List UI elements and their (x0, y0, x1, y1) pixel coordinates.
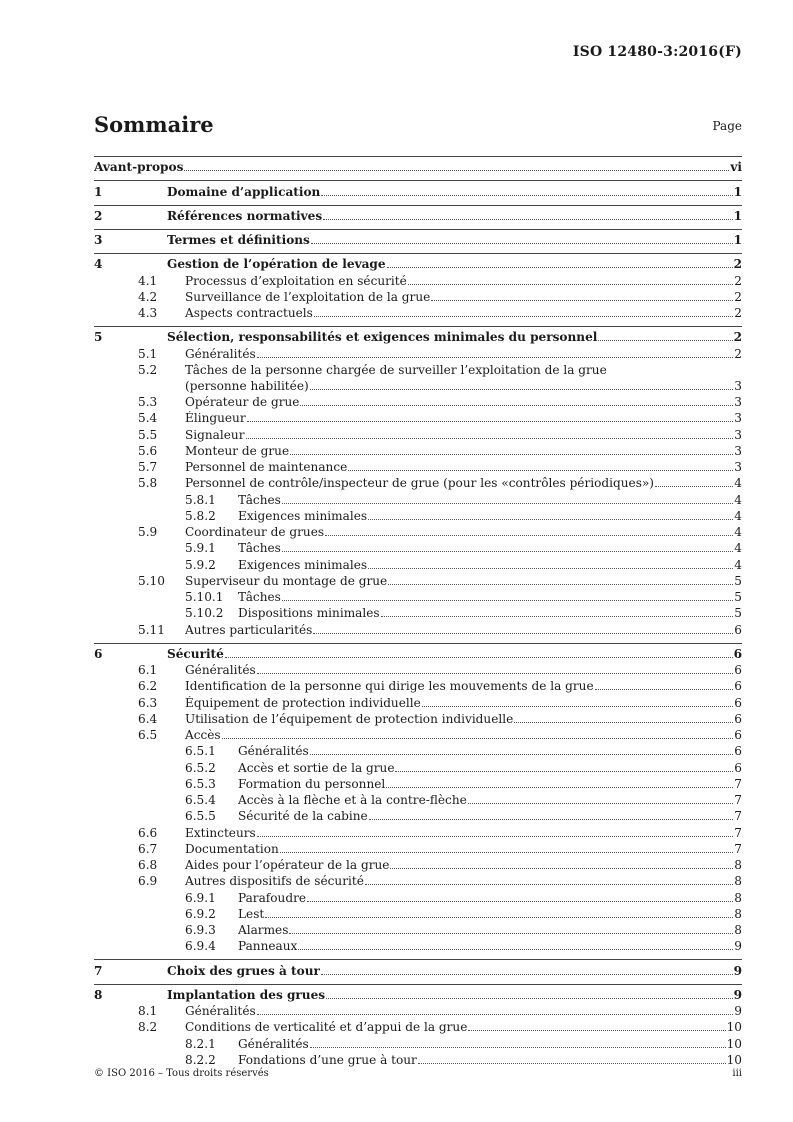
dot-leader (222, 738, 734, 739)
toc-entry-title[interactable]: Panneaux (238, 939, 298, 954)
toc-entry-title[interactable]: Exigences minimales (238, 508, 368, 523)
toc-entry-title[interactable]: Généralités (238, 1036, 309, 1051)
dot-leader (289, 933, 733, 934)
toc-entry[interactable] (94, 694, 742, 710)
toc-entry[interactable] (94, 540, 742, 556)
dot-leader (300, 405, 733, 406)
toc-entry-number: 6.7 (138, 841, 158, 856)
toc-entry-page: 6 (734, 744, 742, 759)
toc-entry-number: 5 (94, 330, 103, 345)
toc-entry[interactable] (94, 272, 742, 288)
toc-entry-page: 2 (733, 330, 742, 345)
toc-entry-title[interactable]: Superviseur du montage de grue (185, 573, 388, 588)
toc-entry[interactable] (94, 743, 742, 759)
toc-entry-number: 5.11 (138, 622, 165, 637)
toc-entry[interactable] (94, 475, 742, 491)
toc-entry[interactable] (94, 589, 742, 605)
dot-leader (307, 901, 733, 902)
dot-leader (321, 195, 732, 196)
toc-entry-title[interactable]: Extincteurs (185, 825, 256, 840)
toc-entry-page: 3 (734, 427, 742, 442)
dot-leader (280, 852, 733, 853)
toc-entry-page: 10 (726, 1052, 742, 1067)
toc-entry-title[interactable]: Aides pour l’opérateur de la grue (185, 858, 390, 872)
section-divider (94, 156, 742, 157)
toc-entry-page: 7 (734, 776, 742, 791)
section-divider (94, 959, 742, 960)
toc-entry[interactable] (94, 362, 742, 378)
toc-entry-number: 5.5 (138, 427, 158, 442)
toc-entry-page: 6 (734, 679, 742, 694)
toc-entry-title[interactable]: Généralités (185, 663, 256, 677)
toc-entry-title[interactable]: Tâches de la personne chargée de surveiller l’exploitation de la grue (185, 362, 607, 377)
toc-entry[interactable] (94, 678, 742, 694)
toc-entry-number: 6.9.3 (185, 923, 216, 937)
toc-entry-title-continuation[interactable]: (personne habilitée) (185, 378, 309, 393)
dot-leader (468, 1030, 725, 1031)
toc-entry-number: 5.1 (138, 346, 158, 361)
toc-entry[interactable] (94, 256, 742, 272)
toc-entry-page: 4 (734, 525, 742, 539)
toc-entry[interactable] (94, 508, 742, 524)
toc-entry-page: 5 (734, 590, 742, 604)
copyright-notice: © ISO 2016 – Tous droits réservés (94, 1068, 269, 1079)
dot-leader (310, 754, 734, 755)
document-reference: ISO 12480-3:2016(F) (572, 44, 742, 60)
toc-entry-page: vi (730, 160, 742, 175)
dot-leader (655, 486, 733, 487)
toc-entry-title[interactable]: Tâches (238, 492, 281, 507)
toc-entry-number: 7 (94, 963, 103, 978)
toc-entry-number: 6.2 (138, 679, 158, 694)
toc-entry-page: 4 (734, 476, 742, 491)
toc-entry-number: 5.7 (138, 460, 158, 474)
toc-entry-title[interactable]: Processus d’exploitation en sécurité (185, 273, 407, 288)
toc-entry-number: 6.8 (138, 858, 158, 872)
toc-entry-number: 6.5.3 (185, 776, 216, 791)
toc-entry-page: 8 (734, 874, 742, 889)
toc-entry-page: 1 (733, 184, 742, 199)
toc-entry-page: 3 (734, 411, 742, 426)
dot-leader (311, 243, 733, 244)
toc-entry[interactable] (94, 410, 742, 426)
toc-entry[interactable] (94, 491, 742, 507)
toc-entry[interactable] (94, 443, 742, 459)
toc-entry-number: 6.9 (138, 874, 158, 889)
toc-entry-page: 8 (734, 858, 742, 872)
toc-entry-number: 6.9.1 (185, 890, 216, 905)
section-divider (94, 253, 742, 254)
toc-entry-page: 9 (734, 1004, 742, 1018)
dot-leader (348, 470, 733, 471)
toc-entry-number: 6.5.1 (185, 744, 216, 759)
toc-entry-title[interactable]: Conditions de verticalité et d’appui de la grue (185, 1020, 468, 1035)
dot-leader (310, 1047, 726, 1048)
toc-entry-number: 4 (94, 257, 103, 272)
toc-entry-title[interactable]: Exigences minimales (238, 557, 368, 572)
toc-entry[interactable] (94, 889, 742, 905)
toc-entry[interactable] (94, 873, 742, 889)
toc-entry-page: 10 (726, 1036, 742, 1051)
toc-entry[interactable] (94, 792, 742, 808)
toc-entry[interactable] (94, 906, 742, 922)
dot-leader (395, 771, 733, 772)
toc-entry-number: 5.9.2 (185, 557, 216, 572)
toc-entry-page: 6 (734, 695, 742, 710)
toc-entry-page: 3 (734, 378, 742, 393)
toc-entry-title[interactable]: Dispositions minimales (238, 606, 380, 621)
toc-entry[interactable] (94, 938, 742, 954)
toc-entry-page: 6 (734, 622, 742, 637)
toc-entry-number: 5.10 (138, 573, 165, 588)
toc-entry-continuation[interactable] (94, 378, 742, 394)
page-column-label: Page (712, 119, 742, 133)
dot-leader (365, 884, 733, 885)
toc-entry-page: 6 (734, 663, 742, 677)
toc-entry-number: 8 (94, 987, 103, 1002)
toc-entry-title[interactable]: Domaine d’application (167, 184, 321, 199)
toc-entry-title[interactable]: Termes et définitions (167, 233, 310, 247)
toc-entry[interactable] (94, 922, 742, 938)
toc-entry-number: 3 (94, 233, 103, 247)
toc-entry-page: 8 (734, 890, 742, 905)
toc-entry[interactable] (94, 662, 742, 678)
toc-entry-number: 6.5.2 (185, 760, 216, 775)
toc-entry-number: 6.5.4 (185, 793, 216, 807)
toc-entry[interactable] (94, 646, 742, 662)
toc-entry-page: 7 (734, 793, 742, 807)
toc-entry-title[interactable]: Coordinateur de grues (185, 525, 325, 539)
toc-entry-title[interactable]: Lest (238, 906, 265, 921)
toc-entry-title[interactable]: Équipement de protection individuelle (185, 695, 421, 710)
toc-entry-number: 6.9.4 (185, 939, 216, 954)
toc-entry[interactable] (94, 808, 742, 824)
toc-entry-page: 3 (734, 460, 742, 474)
toc-entry-number: 5.9.1 (185, 541, 216, 556)
toc-entry-page: 2 (734, 289, 742, 304)
dot-leader (282, 503, 733, 504)
toc-entry-page: 9 (734, 939, 742, 954)
toc-entry[interactable] (94, 1052, 742, 1068)
toc-entry-number: 6 (94, 646, 103, 661)
toc-entry-number: 5.9 (138, 525, 158, 539)
toc-entry-number: 5.6 (138, 443, 158, 458)
toc-entry-title[interactable]: Utilisation de l’équipement de protection individuelle (185, 711, 514, 726)
toc-entry-page: 7 (734, 841, 742, 856)
toc-entry[interactable] (94, 305, 742, 321)
toc-entry[interactable] (94, 605, 742, 621)
toc-entry[interactable] (94, 459, 742, 475)
toc-entry-page: 7 (734, 809, 742, 824)
toc-entry-number: 8.2.1 (185, 1036, 216, 1051)
toc-entry-title[interactable]: Documentation (185, 841, 279, 856)
toc-entry-page: 1 (733, 208, 742, 223)
toc-entry-page: 9 (733, 963, 742, 978)
toc-entry[interactable] (94, 573, 742, 589)
dot-leader (298, 949, 733, 950)
toc-entry-title[interactable]: Fondations d’une grue à tour (238, 1052, 417, 1067)
toc-entry-title[interactable]: Sécurité de la cabine (238, 809, 368, 824)
dot-leader (257, 357, 734, 358)
toc-entry[interactable] (94, 426, 742, 442)
dot-leader (598, 340, 732, 341)
section-divider (94, 229, 742, 230)
toc-entry[interactable] (94, 759, 742, 775)
toc-entry-number: 5.8 (138, 476, 158, 491)
section-divider (94, 326, 742, 327)
toc-entry-number: 5.8.2 (185, 508, 216, 523)
toc-entry-number: 2 (94, 208, 103, 223)
toc-entry-page: 4 (734, 508, 742, 523)
toc-entry-page: 6 (734, 760, 742, 775)
toc-entry[interactable] (94, 987, 742, 1003)
dot-leader (313, 633, 733, 634)
toc-entry[interactable] (94, 232, 742, 248)
toc-entry[interactable] (94, 727, 742, 743)
toc-entry-title[interactable]: Personnel de maintenance (185, 460, 348, 474)
page-title: Sommaire (94, 112, 214, 137)
toc-entry-title[interactable]: Formation du personnel (238, 776, 386, 791)
toc-entry[interactable] (94, 289, 742, 305)
toc-entry[interactable] (94, 621, 742, 637)
toc-entry-page: 1 (733, 233, 742, 247)
section-divider (94, 205, 742, 206)
toc-entry-page: 8 (734, 906, 742, 921)
toc-entry-page: 10 (726, 1020, 742, 1035)
dot-leader (265, 917, 733, 918)
toc-entry-number: 6.9.2 (185, 906, 216, 921)
toc-entry-page: 2 (733, 257, 742, 272)
toc-entry-title[interactable]: Opérateur de grue (185, 395, 300, 409)
toc-entry[interactable] (94, 159, 742, 175)
toc-entry-page: 3 (734, 395, 742, 409)
toc-entry[interactable] (94, 524, 742, 540)
dot-leader (408, 284, 733, 285)
dot-leader (369, 819, 734, 820)
toc-entry-title[interactable]: Surveillance de l’exploitation de la grue (185, 289, 431, 304)
toc-entry-number: 6.4 (138, 711, 158, 726)
toc-entry-title[interactable]: Généralités (185, 1004, 256, 1018)
toc-entry-title[interactable]: Accès (185, 728, 221, 742)
dot-leader (381, 616, 734, 617)
toc-entry-number: 8.1 (138, 1004, 158, 1018)
toc-entry-number: 1 (94, 184, 103, 199)
toc-entry[interactable] (94, 841, 742, 857)
toc-entry-number: 4.3 (138, 306, 158, 320)
toc-entry-page: 4 (734, 492, 742, 507)
dot-leader (368, 568, 733, 569)
toc-entry-page: 5 (734, 606, 742, 621)
toc-entry-page: 3 (734, 443, 742, 458)
toc-entry-title[interactable]: Tâches (238, 590, 281, 604)
page-number: iii (732, 1068, 742, 1079)
section-divider (94, 643, 742, 644)
dot-leader (247, 421, 734, 422)
toc-entry[interactable] (94, 345, 742, 361)
dot-leader (257, 836, 734, 837)
toc-entry-number: 6.1 (138, 663, 158, 677)
toc-entry-title[interactable]: Accès et sortie de la grue (238, 760, 395, 775)
page-footer (94, 1068, 742, 1079)
dot-leader (388, 584, 733, 585)
toc-entry-title[interactable]: Généralités (238, 744, 309, 759)
dot-leader (257, 1014, 734, 1015)
dot-leader (246, 438, 734, 439)
toc-entry-title[interactable]: Choix des grues à tour (167, 963, 320, 978)
toc-entry[interactable] (94, 1019, 742, 1035)
dot-leader (321, 974, 733, 975)
toc-entry-page: 6 (734, 728, 742, 742)
dot-leader (422, 706, 734, 707)
toc-entry-number: 6.3 (138, 695, 158, 710)
toc-entry-title[interactable]: Signaleur (185, 427, 245, 442)
toc-entry-page: 2 (734, 346, 742, 361)
dot-leader (514, 722, 733, 723)
toc-entry-title[interactable]: Sélection, responsabilités et exigences minimales du personnel (167, 330, 598, 345)
dot-leader (225, 657, 733, 658)
toc-entry[interactable] (94, 208, 742, 224)
toc-entry-title[interactable]: Alarmes (238, 923, 289, 937)
section-divider (94, 180, 742, 181)
toc-entry-number: 5.10.2 (185, 606, 224, 621)
toc-entry[interactable] (94, 711, 742, 727)
dot-leader (387, 267, 733, 268)
toc-entry[interactable] (94, 394, 742, 410)
toc-entry-page: 6 (734, 711, 742, 726)
toc-entry-page: 8 (734, 923, 742, 937)
toc-entry-page: 2 (734, 306, 742, 320)
dot-leader (325, 535, 733, 536)
section-divider (94, 984, 742, 985)
dot-leader (386, 787, 733, 788)
toc-entry-number: 8.2.2 (185, 1052, 216, 1067)
dot-leader (282, 600, 733, 601)
dot-leader (595, 689, 734, 690)
dot-leader (468, 803, 734, 804)
toc-entry-number: 5.8.1 (185, 492, 216, 507)
toc-entry-title[interactable]: Élingueur (185, 411, 246, 426)
toc-entry-title[interactable]: Aspects contractuels (185, 306, 313, 320)
toc-entry-title[interactable]: Parafoudre (238, 890, 307, 905)
table-of-contents (94, 156, 742, 1068)
dot-leader (290, 454, 733, 455)
dot-leader (310, 389, 734, 390)
toc-entry-title[interactable]: Références normatives (167, 208, 323, 223)
toc-entry[interactable] (94, 1035, 742, 1051)
toc-entry-number: 6.6 (138, 825, 158, 840)
toc-entry-title[interactable]: Identification de la personne qui dirige les mouvements de la grue (185, 679, 594, 694)
toc-entry-title[interactable]: Gestion de l’opération de levage (167, 257, 386, 272)
toc-entry-page: 9 (733, 987, 742, 1002)
toc-entry-title[interactable]: Autres dispositifs de sécurité (185, 874, 364, 889)
toc-entry[interactable] (94, 183, 742, 199)
toc-entry-number: 4.2 (138, 289, 158, 304)
toc-entry-page: 4 (734, 541, 742, 556)
toc-entry-page: 4 (734, 557, 742, 572)
toc-entry-number: 4.1 (138, 273, 158, 288)
dot-leader (257, 673, 734, 674)
toc-entry-title[interactable]: Autres particularités (185, 622, 313, 637)
toc-entry[interactable] (94, 556, 742, 572)
toc-entry-title[interactable]: Implantation des grues (167, 987, 326, 1002)
dot-leader (326, 998, 732, 999)
toc-entry-title[interactable]: Tâches (238, 541, 281, 556)
toc-entry-number: 8.2 (138, 1020, 158, 1035)
dot-leader (184, 170, 729, 171)
toc-entry-page: 6 (733, 646, 742, 661)
toc-entry-title[interactable]: Personnel de contrôle/inspecteur de grue (pour les «contrôles périodiques») (185, 476, 655, 491)
toc-entry-title[interactable]: Accès à la flèche et à la contre-flèche (238, 793, 467, 807)
toc-entry-title[interactable]: Sécurité (167, 646, 224, 661)
dot-leader (314, 316, 733, 317)
toc-entry-number: 6.5.5 (185, 809, 216, 824)
toc-entry[interactable] (94, 962, 742, 978)
toc-entry[interactable] (94, 776, 742, 792)
toc-entry-page: 7 (734, 825, 742, 840)
toc-entry[interactable] (94, 1003, 742, 1019)
toc-entry-page: 5 (734, 573, 742, 588)
toc-entry-page: 2 (734, 273, 742, 288)
toc-entry-number: 5.10.1 (185, 590, 224, 604)
toc-entry-title[interactable]: Monteur de grue (185, 443, 290, 458)
toc-entry-title[interactable]: Avant-propos (94, 160, 184, 175)
toc-entry-number: 5.3 (138, 395, 158, 409)
dot-leader (390, 868, 733, 869)
toc-entry-number: 5.2 (138, 362, 158, 377)
dot-leader (323, 219, 732, 220)
toc-entry[interactable] (94, 329, 742, 345)
dot-leader (368, 519, 733, 520)
dot-leader (431, 300, 733, 301)
toc-entry-number: 5.4 (138, 411, 158, 426)
toc-entry[interactable] (94, 824, 742, 840)
toc-entry-number: 6.5 (138, 728, 158, 742)
toc-entry-title[interactable]: Généralités (185, 346, 256, 361)
toc-entry[interactable] (94, 857, 742, 873)
dot-leader (418, 1063, 726, 1064)
dot-leader (282, 551, 733, 552)
